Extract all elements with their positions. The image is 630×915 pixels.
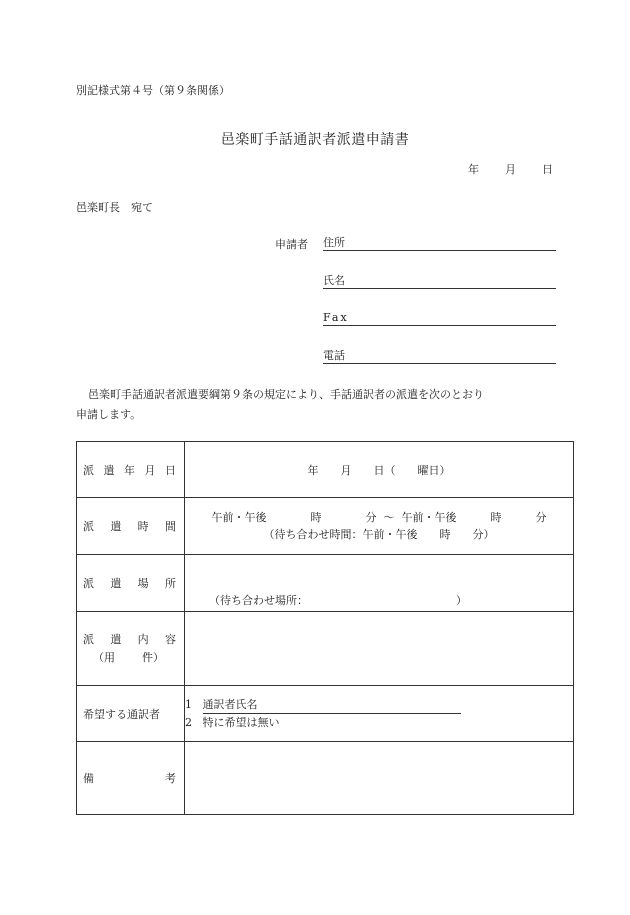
- meeting-time-label: （待ち合わせ時間：午前・午後: [263, 528, 418, 541]
- time-label-char: 時: [137, 520, 149, 533]
- meeting-place-close: ）: [456, 594, 467, 607]
- applicant-label: 申請者: [275, 238, 308, 251]
- start-hour-label: 時: [310, 511, 322, 524]
- start-ampm: 午前・午後: [211, 511, 267, 524]
- time-label-char: 遣: [110, 520, 122, 533]
- place-label-char: 場: [137, 577, 149, 590]
- dispatch-day-label: 日（: [373, 463, 396, 477]
- dispatch-year-label: 年: [307, 463, 319, 477]
- range-tilde: ～: [383, 511, 395, 524]
- date-label-char: 月: [144, 463, 156, 477]
- meeting-time: [185, 526, 573, 543]
- content-label-char: 遣: [110, 632, 122, 646]
- request-statement-line2: 申請します。: [76, 408, 142, 421]
- applicant-name-field[interactable]: [323, 274, 556, 289]
- request-statement: [76, 385, 546, 425]
- place-label-char: 遣: [110, 577, 122, 590]
- interpreter-name-label: 通訳者氏名: [202, 698, 258, 711]
- applicant-address-field[interactable]: [323, 236, 556, 251]
- date-label-char: 遣: [103, 463, 115, 477]
- table-row-interpreter: [77, 686, 574, 742]
- date-year-label: 年: [468, 163, 479, 176]
- interpreter-value-cell: [185, 686, 574, 742]
- remarks-label-char: 備: [83, 772, 94, 785]
- content-value-cell[interactable]: [185, 612, 574, 686]
- remarks-label-char: 考: [165, 772, 176, 785]
- interpreter-label-cell: [77, 686, 185, 742]
- dispatch-month-label: 月: [340, 463, 352, 477]
- applicant-fax-field[interactable]: [323, 311, 556, 326]
- meeting-place-label: （待ち合わせ場所：: [209, 594, 308, 607]
- place-label-char: 派: [83, 577, 94, 590]
- dispatch-weekday-label: 曜日）: [417, 463, 451, 477]
- date-value-cell[interactable]: [185, 442, 574, 498]
- date-day-label: 日: [542, 163, 553, 176]
- applicant-phone-field[interactable]: [323, 349, 556, 364]
- fax-label: Fax: [323, 311, 349, 324]
- time-range: [185, 509, 573, 526]
- application-date: [468, 161, 553, 177]
- content-label-char: 内: [137, 632, 149, 646]
- table-row-place: [77, 555, 574, 612]
- time-label-char: 派: [83, 520, 94, 533]
- table-row-remarks: [77, 742, 574, 815]
- interpreter-option-2[interactable]: [185, 714, 573, 731]
- content-label-cell: [77, 612, 185, 686]
- time-label-cell: [77, 498, 185, 555]
- date-label-char: 日: [165, 463, 176, 477]
- address-label: 住所: [323, 236, 345, 249]
- time-value-cell[interactable]: [185, 498, 574, 555]
- no-preference-label: 特に希望は無い: [202, 716, 280, 729]
- place-label-char: 所: [164, 577, 176, 590]
- meeting-minute-label: 分）: [472, 528, 495, 541]
- date-label-cell: [77, 442, 185, 498]
- content-sub-char: （用: [93, 650, 115, 664]
- end-ampm: 午前・午後: [401, 511, 457, 524]
- end-minute-label: 分: [535, 511, 547, 524]
- date-label-char: 年: [124, 463, 135, 477]
- name-label: 氏名: [323, 274, 345, 287]
- place-label-cell: [77, 555, 185, 612]
- content-sub-label: [77, 649, 184, 667]
- request-statement-line1: 邑楽町手話通訳者派遣要綱第９条の規定により、手話通訳者の派遣を次のとおり: [88, 388, 484, 401]
- content-label-char: 派: [83, 632, 94, 646]
- remarks-label-cell: [77, 742, 185, 815]
- option-number: 1: [185, 698, 192, 711]
- content-label-char: 容: [164, 632, 176, 646]
- date-label-char: 派: [83, 463, 94, 477]
- meeting-hour-label: 時: [439, 528, 451, 541]
- place-value-cell[interactable]: [185, 555, 574, 612]
- page-title: 邑楽町手話通訳者派遣申請書: [220, 132, 410, 148]
- table-row-content: [77, 612, 574, 686]
- form-number: 別記様式第４号（第９条関係）: [76, 84, 230, 97]
- phone-label: 電話: [323, 349, 345, 362]
- remarks-value-cell[interactable]: [185, 742, 574, 815]
- interpreter-option-1[interactable]: [185, 696, 573, 714]
- time-label-char: 間: [164, 520, 176, 533]
- end-hour-label: 時: [490, 511, 502, 524]
- table-row-time: [77, 498, 574, 555]
- option-number: 2: [185, 716, 192, 729]
- interpreter-label: 希望する通訳者: [83, 707, 160, 721]
- start-minute-label: 分: [365, 511, 377, 524]
- date-month-label: 月: [505, 163, 516, 176]
- content-sub-char: 件）: [142, 650, 164, 664]
- table-row-date: [77, 442, 574, 498]
- request-table: [76, 441, 574, 815]
- addressee: 邑楽町長 宛て: [76, 201, 153, 214]
